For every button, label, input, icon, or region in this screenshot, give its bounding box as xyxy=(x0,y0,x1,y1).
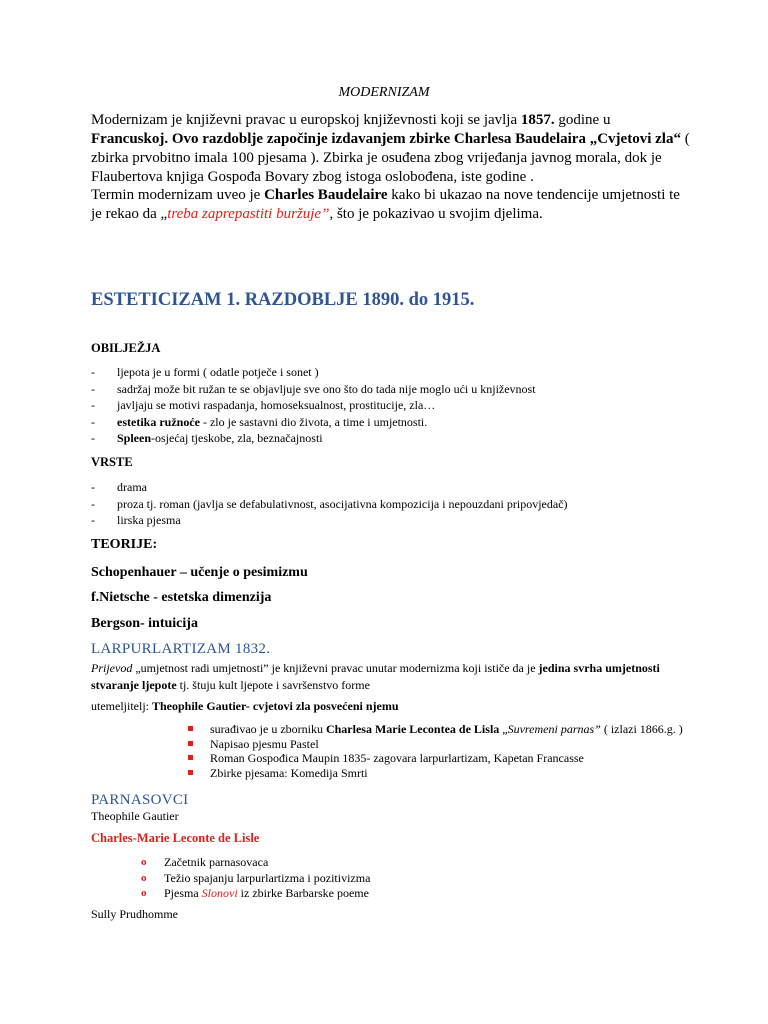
bold-run: jedina svrha umjetnosti stvaranje ljepote xyxy=(91,661,660,692)
obiljezja-list xyxy=(91,364,691,447)
gautier-list xyxy=(186,722,706,780)
bold-run: Theophile Gautier- cvjetovi zla posvećeni njemu xyxy=(151,699,399,713)
text-run: Modernizam je književni pravac u europskoj književnosti koji se javlja xyxy=(91,112,521,128)
bold-run: Charles Baudelaire xyxy=(264,187,388,203)
document-title: MODERNIZAM xyxy=(338,85,430,100)
text-run: , što je pokazivao u svojim djelima. xyxy=(329,206,543,222)
list-item: Napisao pjesmu Pastel xyxy=(186,737,706,752)
parnasovci-first: Theophile Gautier xyxy=(91,809,179,823)
italic-run: Prijevod xyxy=(91,661,133,675)
list-item: - Spleen-osjećaj tjeskobe, zla, beznačajnosti xyxy=(91,430,691,447)
list-item: - javljaju se motivi raspadanja, homoseksualnost, prostitucije, zla… xyxy=(91,397,691,414)
list-item: - lirska pjesma xyxy=(91,512,711,529)
circle-bullet-icon: o xyxy=(141,871,147,884)
teorija-item: f.Nietsche - estetska dimenzija xyxy=(91,590,272,605)
teorije-label: TEORIJE: xyxy=(91,537,158,552)
text-run: tj. štuju kult ljepote i savršenstvo forme xyxy=(176,677,370,692)
text-run: godine u xyxy=(554,112,611,128)
list-item: o Začetnik parnasovaca xyxy=(141,855,269,869)
intro-paragraph-2 xyxy=(91,186,691,224)
list-item: o Težio spajanju larpurlartizma i pozitivizma xyxy=(141,870,371,885)
list-item: - estetika ružnoće - zlo je sastavni dio života, a time i umjetnosti. xyxy=(91,414,691,431)
list-item: o Pjesma Slonovi iz zbirke Barbarske poeme xyxy=(141,886,369,900)
text-run: utemeljitelj: xyxy=(91,699,152,713)
list-item: - drama xyxy=(91,479,711,496)
teorija-item: Schopenhauer – učenje o pesimizmu xyxy=(91,565,308,580)
sully-name: Sully Prudhomme xyxy=(91,907,179,921)
text-run: kako bi ukazao na nove tendencije umjetnosti te je rekao da „ xyxy=(91,187,680,222)
square-bullet-icon xyxy=(188,755,193,760)
vrste-label: VRSTE xyxy=(91,455,133,469)
list-item: Roman Gospođica Maupin 1835- zagovara larpurlartizam, Kapetan Francasse xyxy=(186,751,706,766)
text-run: ( zbirka prvobitno imala 100 pjesama ). Zbirka je osuđena zbog vrijeđanja javnog morala, dok je Flaubertova knjiga Gospođa Bovary zbog istoga oslobođena, iste godine . xyxy=(91,131,690,185)
list-item: surađivao je u zborniku Charlesa Marie Lecontea de Lisla „Suvremeni parnas” ( izlazi 1866.g. ) xyxy=(186,722,706,737)
teorija-item: Bergson- intuicija xyxy=(91,616,198,631)
circle-bullet-icon: o xyxy=(141,887,147,899)
bold-run: 1857. xyxy=(520,112,555,128)
bold-run: Ovo razdoblje započinje izdavanjem zbirke Charlesa Baudelaira „Cvjetovi zla“ xyxy=(171,131,681,147)
square-bullet-icon xyxy=(188,726,193,731)
text-run: „umjetnost radi umjetnosti” je književni pravac unutar modernizma koji ističe da je xyxy=(132,661,539,675)
leconte-name: Charles-Marie Leconte de Lisle xyxy=(91,831,260,845)
text-run: Termin modernizam uveo je xyxy=(91,187,265,203)
square-bullet-icon xyxy=(188,741,193,746)
list-item: - ljepota je u formi ( odatle potječe i sonet ) xyxy=(91,364,691,381)
esteticizam-heading: ESTETICIZAM 1. RAZDOBLJE 1890. do 1915. xyxy=(91,290,475,310)
intro-paragraph-1 xyxy=(91,111,691,187)
square-bullet-icon xyxy=(188,770,193,775)
list-item: - proza tj. roman (javlja se defabulativnost, asocijativna kompozicija i nepouzdani pripovjedač) xyxy=(91,496,711,513)
larpurlartizam-definition xyxy=(91,660,671,693)
obiljezja-label: OBILJEŽJA xyxy=(91,341,161,355)
leconte-list xyxy=(140,855,540,902)
quote-run: treba zaprepastiti buržuje” xyxy=(167,206,330,222)
circle-bullet-icon: o xyxy=(141,856,147,868)
list-item: - sadržaj može bit ružan te se objavljuje sve ono što do tada nije moglo ući u književnost xyxy=(91,381,691,398)
parnasovci-heading: PARNASOVCI xyxy=(91,792,189,808)
vrste-list xyxy=(91,479,711,529)
founder-line xyxy=(91,698,399,715)
bold-run: Francuskoj. xyxy=(91,131,169,147)
list-item: Zbirke pjesama: Komedija Smrti xyxy=(186,766,706,781)
larpurlartizam-heading: LARPURLARTIZAM 1832. xyxy=(91,641,271,657)
